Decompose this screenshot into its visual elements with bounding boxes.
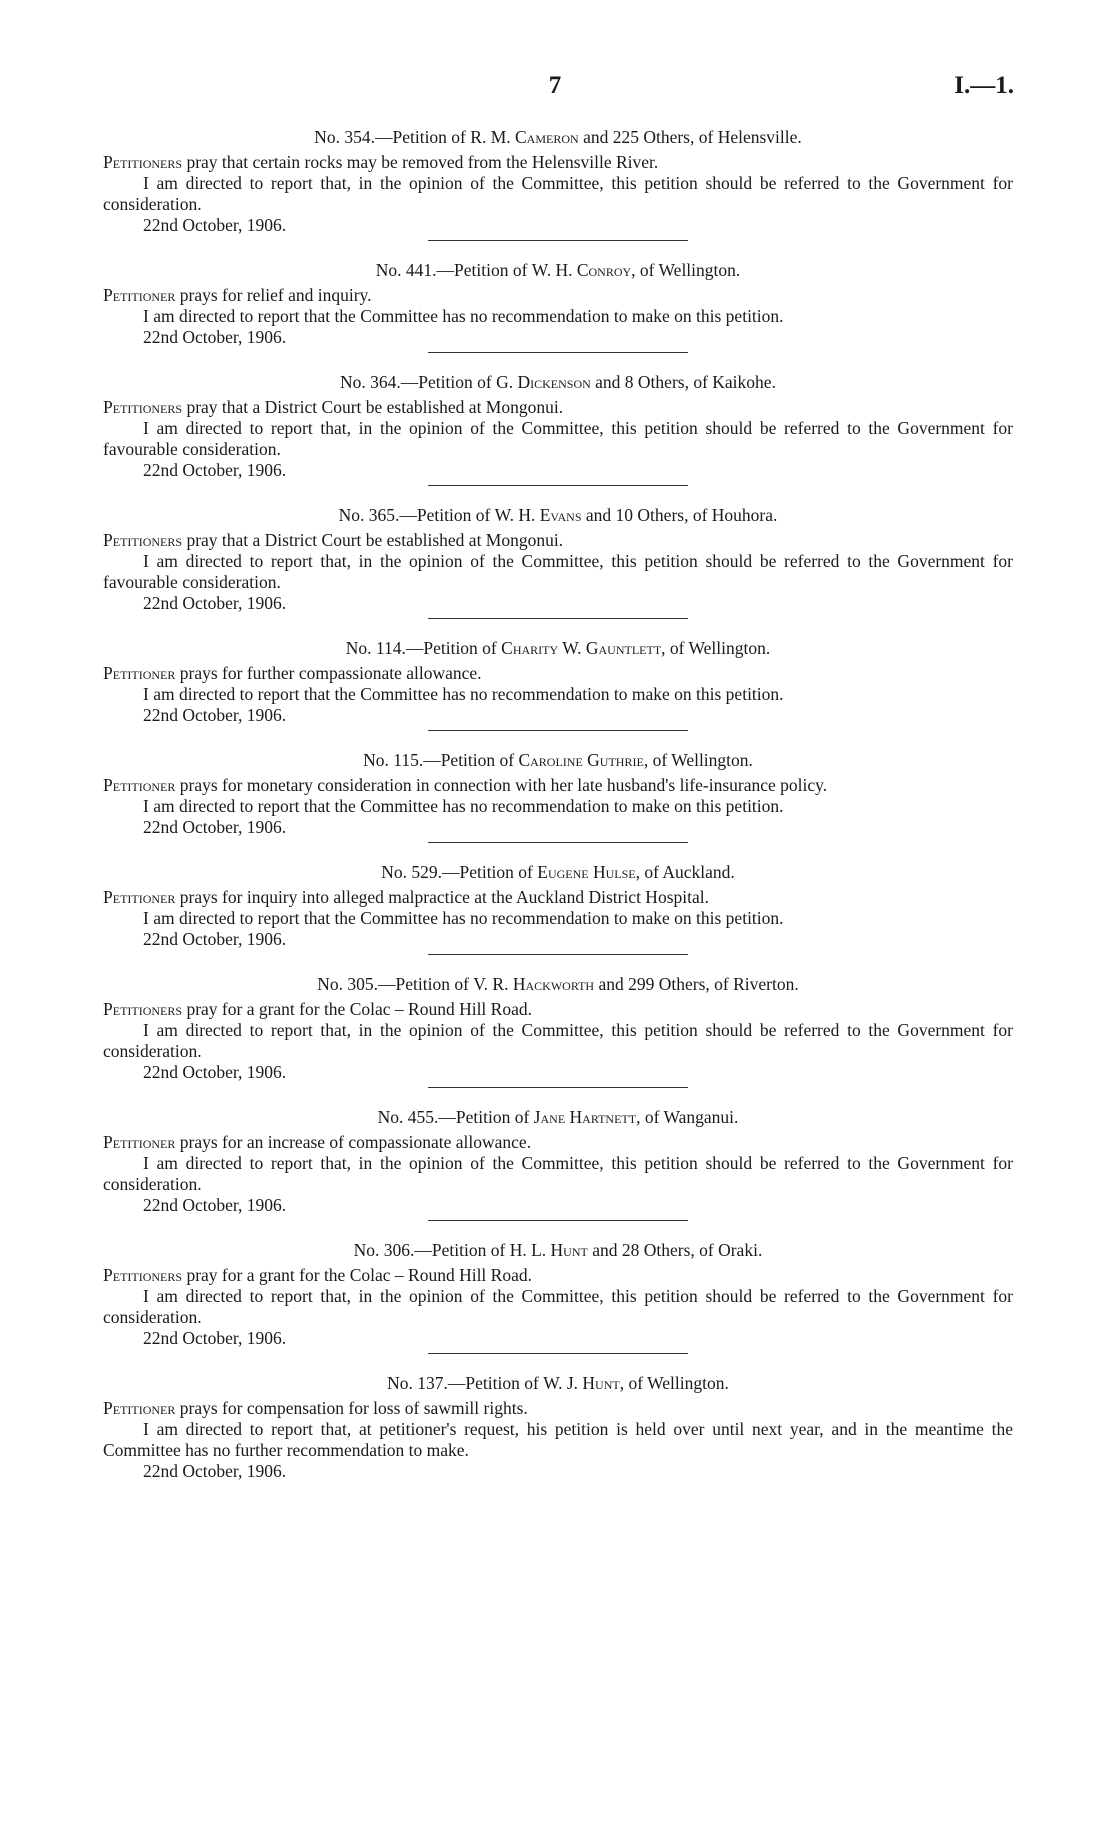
committee-report: I am directed to report that, in the opinion of the Committee, this petition should be referred to the Government for consideration. <box>103 1286 1013 1327</box>
section-divider <box>428 485 688 486</box>
report-date: 22nd October, 1906. <box>143 215 287 235</box>
committee-report: I am directed to report that, in the opinion of the Committee, this petition should be referred to the Government for favourable consideration. <box>103 418 1013 459</box>
report-date: 22nd October, 1906. <box>143 817 287 837</box>
committee-report: I am directed to report that, in the opinion of the Committee, this petition should be referred to the Government for consideration. <box>103 1153 1013 1194</box>
petition-entry <box>103 1106 1013 1221</box>
petition-title: No. 305.—Petition of V. R. Hackworth and 299 Others, of Riverton. <box>317 974 799 994</box>
committee-report: I am directed to report that the Committee has no recommendation to make on this petition. <box>143 306 784 326</box>
document-reference: I.—1. <box>954 72 1014 99</box>
report-date: 22nd October, 1906. <box>143 929 287 949</box>
petition-prayer: Petitioner prays for further compassionate allowance. <box>103 663 482 683</box>
petition-prayer: Petitioner prays for inquiry into alleged malpractice at the Auckland District Hospital. <box>103 887 709 907</box>
section-divider <box>428 842 688 843</box>
petition-title: No. 306.—Petition of H. L. Hunt and 28 Others, of Oraki. <box>353 1240 763 1260</box>
petitioner-name: W. H. Evans <box>494 505 582 525</box>
petition-entry <box>103 749 1013 843</box>
petitioner-name: Jane Hartnett <box>533 1107 637 1127</box>
section-divider <box>428 1353 688 1354</box>
petition-entry <box>103 371 1013 486</box>
petition-prayer: Petitioners pray that a District Court be established at Mongonui. <box>103 397 564 417</box>
petition-prayer: Petitioners pray that a District Court be established at Mongonui. <box>103 530 564 550</box>
section-divider <box>428 618 688 619</box>
committee-report: I am directed to report that, in the opinion of the Committee, this petition should be referred to the Government for consideration. <box>103 1020 1013 1061</box>
petition-prayer: Petitioner prays for monetary consideration in connection with her late husband's life-insurance policy. <box>103 775 828 795</box>
committee-report: I am directed to report that the Committee has no recommendation to make on this petition. <box>143 908 784 928</box>
petition-entry <box>103 259 1013 353</box>
petition-title: No. 115.—Petition of Caroline Guthrie, of Wellington. <box>363 750 753 770</box>
petition-entry <box>103 504 1013 619</box>
petition-title: No. 365.—Petition of W. H. Evans and 10 Others, of Houhora. <box>338 505 778 525</box>
petition-prayer: Petitioner prays for relief and inquiry. <box>103 285 372 305</box>
petitioner-name: V. R. Hackworth <box>473 974 595 994</box>
petition-title: No. 441.—Petition of W. H. Conroy, of Wellington. <box>375 260 741 280</box>
petition-entry <box>103 1239 1013 1354</box>
petitioner-name: Charity W. Gauntlett <box>501 638 662 658</box>
report-date: 22nd October, 1906. <box>143 593 287 613</box>
committee-report: I am directed to report that the Committee has no recommendation to make on this petition. <box>143 796 784 816</box>
petition-entry <box>103 637 1013 731</box>
report-date: 22nd October, 1906. <box>143 1195 287 1215</box>
section-divider <box>428 954 688 955</box>
report-date: 22nd October, 1906. <box>143 1461 287 1481</box>
petition-prayer: Petitioner prays for an increase of compassionate allowance. <box>103 1132 532 1152</box>
petitioner-name: W. H. Conroy <box>531 260 632 280</box>
committee-report: I am directed to report that, in the opinion of the Committee, this petition should be referred to the Government for favourable consideration. <box>103 551 1013 592</box>
petition-prayer: Petitioner prays for compensation for loss of sawmill rights. <box>103 1398 528 1418</box>
petition-prayer: Petitioners pray for a grant for the Colac – Round Hill Road. <box>103 999 532 1019</box>
section-divider <box>428 1220 688 1221</box>
report-date: 22nd October, 1906. <box>143 1062 287 1082</box>
petition-title: No. 364.—Petition of G. Dickenson and 8 Others, of Kaikohe. <box>340 372 776 392</box>
section-divider <box>428 730 688 731</box>
petitioner-name: G. Dickenson <box>496 372 591 392</box>
committee-report: I am directed to report that, in the opinion of the Committee, this petition should be referred to the Government for consideration. <box>103 173 1013 214</box>
section-divider <box>428 1087 688 1088</box>
petitioner-name: H. L. Hunt <box>509 1240 588 1260</box>
petitioner-name: R. M. Cameron <box>470 127 579 147</box>
committee-report: I am directed to report that the Committee has no recommendation to make on this petition. <box>143 684 784 704</box>
petitioner-name: Caroline Guthrie <box>518 750 644 770</box>
petition-title: No. 114.—Petition of Charity W. Gauntlett, of Wellington. <box>345 638 771 658</box>
petition-title: No. 137.—Petition of W. J. Hunt, of Wellington. <box>387 1373 729 1393</box>
section-divider <box>428 352 688 353</box>
petition-entry <box>103 973 1013 1088</box>
petition-title: No. 529.—Petition of Eugene Hulse, of Auckland. <box>381 862 735 882</box>
petitions-list <box>103 126 1013 1500</box>
petitioner-name: Eugene Hulse <box>537 862 636 882</box>
petition-entry <box>103 126 1013 241</box>
petition-entry <box>103 1372 1013 1482</box>
petition-entry <box>103 861 1013 955</box>
petition-prayer: Petitioners pray for a grant for the Colac – Round Hill Road. <box>103 1265 532 1285</box>
report-date: 22nd October, 1906. <box>143 460 287 480</box>
petitioner-name: W. J. Hunt <box>543 1373 620 1393</box>
committee-report: I am directed to report that, at petitioner's request, his petition is held over until next year, and in the meantime the Committee has no further recommendation to make. <box>103 1419 1013 1460</box>
petition-title: No. 455.—Petition of Jane Hartnett, of Wanganui. <box>377 1107 739 1127</box>
report-date: 22nd October, 1906. <box>143 1328 287 1348</box>
report-date: 22nd October, 1906. <box>143 327 287 347</box>
page-number: 7 <box>548 72 562 99</box>
petition-title: No. 354.—Petition of R. M. Cameron and 225 Others, of Helensville. <box>314 127 802 147</box>
section-divider <box>428 240 688 241</box>
report-date: 22nd October, 1906. <box>143 705 287 725</box>
petition-prayer: Petitioners pray that certain rocks may be removed from the Helensville River. <box>103 152 659 172</box>
